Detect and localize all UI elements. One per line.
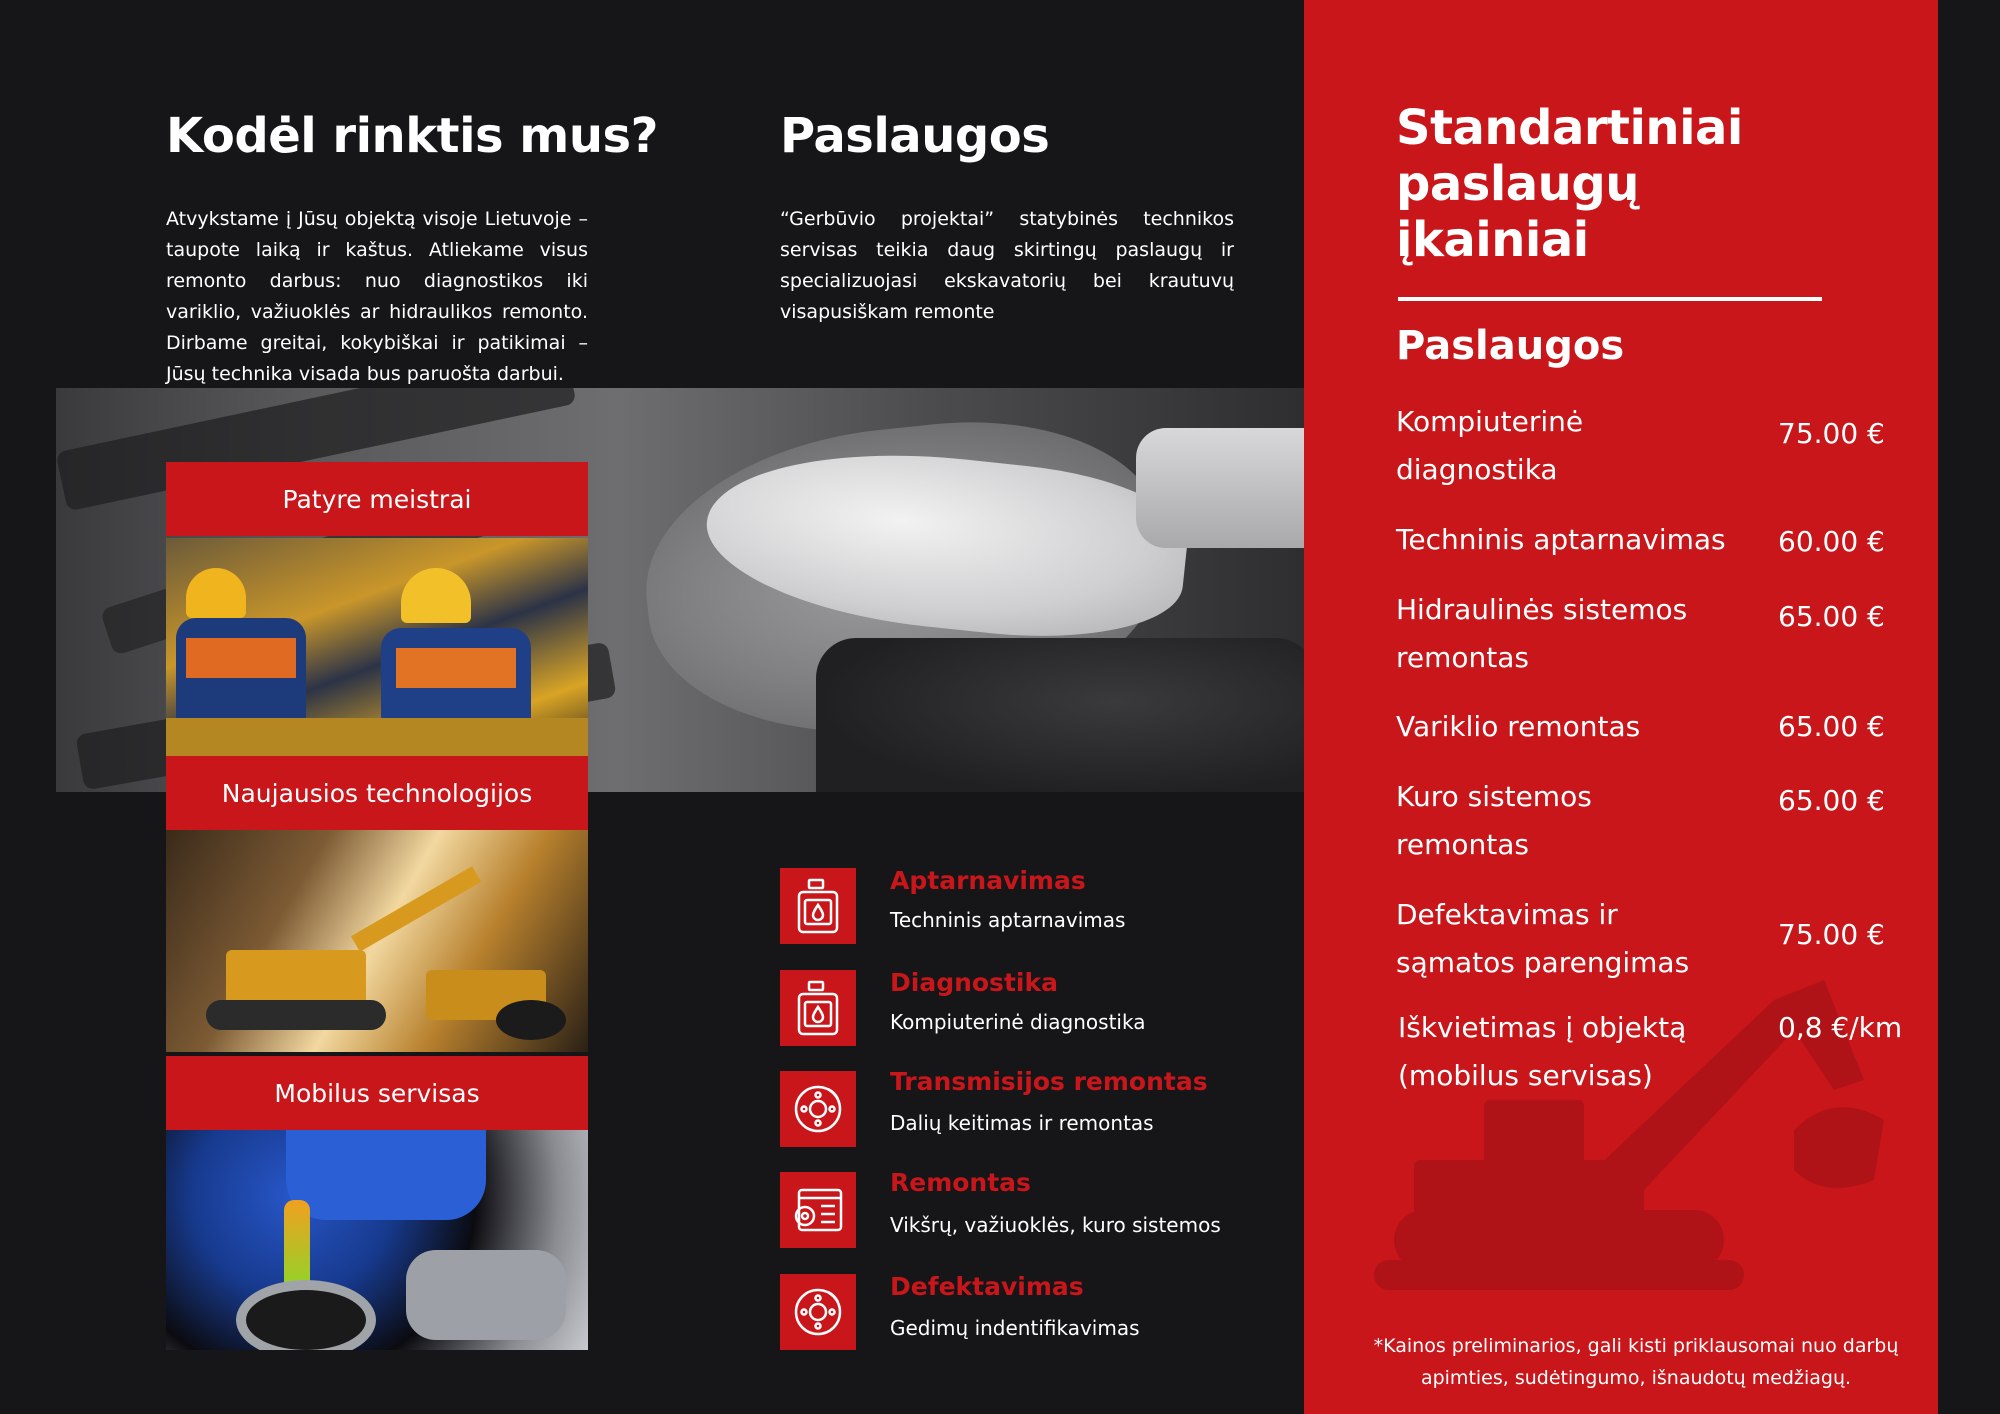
price-value-kuras: 65.00 € xyxy=(1778,784,1885,817)
why-title: Kodėl rinktis mus? xyxy=(166,108,658,164)
feature-label-mobile: Mobilus servisas xyxy=(166,1056,588,1130)
service-title-defektavimas: Defektavimas xyxy=(890,1272,1084,1301)
services-text: “Gerbūvio projektai” statybinės technikos servisas teikia daug skirtingų paslaugų ir specializuojasi ekskavatorių bei krautuvų visapusiškam remonte xyxy=(780,208,1234,323)
price-value-diagnostika: 75.00 € xyxy=(1778,417,1885,450)
service-title-diagnostika: Diagnostika xyxy=(890,968,1058,997)
feature-image-oil xyxy=(166,1130,588,1350)
price-value-variklis: 65.00 € xyxy=(1778,710,1885,743)
service-title-transmisijos: Transmisijos remontas xyxy=(890,1067,1208,1096)
service-subtitle-remontas: Vikšrų, važiuoklės, kuro sistemos xyxy=(890,1213,1221,1237)
prices-subtitle: Paslaugos xyxy=(1396,323,1625,369)
price-name-iskvietimas: Iškvietimas į objektą (mobilus servisas) xyxy=(1398,1011,1687,1092)
service-title-aptarnavimas: Aptarnavimas xyxy=(890,866,1086,895)
price-value-iskvietimas: 0,8 €/km xyxy=(1778,1011,1903,1044)
gear-panel-icon xyxy=(780,1172,856,1248)
brake-disc-icon xyxy=(780,1071,856,1147)
price-name-defektavimas: Defektavimas ir sąmatos parengimas xyxy=(1396,898,1690,979)
oil-bottle-icon xyxy=(780,970,856,1046)
service-title-remontas: Remontas xyxy=(890,1168,1031,1197)
service-subtitle-diagnostika: Kompiuterinė diagnostika xyxy=(890,1010,1146,1034)
price-name-aptarnavimas: Techninis aptarnavimas xyxy=(1396,523,1726,556)
price-name-hidraulika: Hidraulinės sistemos remontas xyxy=(1396,593,1688,674)
services-title: Paslaugos xyxy=(780,108,1050,164)
price-name-variklis: Variklio remontas xyxy=(1396,710,1641,743)
why-text: Atvykstame į Jūsų objektą visoje Lietuvoje – taupote laiką ir kaštus. Atliekame visus remonto darbus: nuo diagnostikos iki variklio, važiuoklės ar hidraulikos remonto. Dirbame greitai, kokybiškai ir patikimai – Jūsų technika visada bus paruošta darbui. xyxy=(166,208,588,385)
feature-image-mechanics xyxy=(166,538,588,756)
oil-bottle-icon xyxy=(780,868,856,944)
brake-disc-icon xyxy=(780,1274,856,1350)
feature-label-technologies: Naujausios technologijos xyxy=(166,756,588,830)
feature-label-experienced: Patyre meistrai xyxy=(166,462,588,536)
prices-title: Standartiniai paslaugų įkainiai xyxy=(1396,100,1743,268)
price-value-hidraulika: 65.00 € xyxy=(1778,600,1885,633)
price-footnote: *Kainos preliminarios, gali kisti priklausomai nuo darbų apimties, sudėtingumo, išnaudotų medžiagų. xyxy=(1373,1335,1899,1389)
price-value-defektavimas: 75.00 € xyxy=(1778,918,1885,951)
service-subtitle-defektavimas: Gedimų indentifikavimas xyxy=(890,1316,1140,1340)
price-name-diagnostika: Kompiuterinė diagnostika xyxy=(1396,405,1584,486)
feature-image-excavator xyxy=(166,830,588,1052)
service-subtitle-aptarnavimas: Techninis aptarnavimas xyxy=(890,908,1126,932)
price-name-kuras: Kuro sistemos remontas xyxy=(1396,780,1592,861)
price-value-aptarnavimas: 60.00 € xyxy=(1778,525,1885,558)
title-divider xyxy=(1398,297,1822,301)
service-subtitle-transmisijos: Dalių keitimas ir remontas xyxy=(890,1111,1154,1135)
